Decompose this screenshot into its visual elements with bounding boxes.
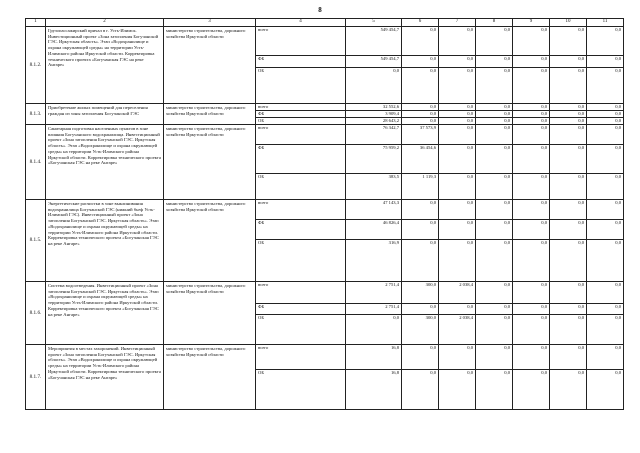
item-code: 8.1.2. bbox=[26, 27, 46, 104]
amount-cell: 0,0 bbox=[439, 111, 476, 118]
amount-cell: 0,0 bbox=[513, 174, 550, 200]
funding-source: ОБ bbox=[256, 315, 346, 345]
amount-cell: 0,0 bbox=[513, 220, 550, 240]
amount-cell: 0,0 bbox=[550, 304, 587, 315]
item-executor: министерство строительства, дорожного хозяйства Иркутской области bbox=[164, 125, 256, 200]
funding-source: ФБ bbox=[256, 304, 346, 315]
amount-cell: 3 909,4 bbox=[346, 111, 402, 118]
amount-cell: 0,0 bbox=[402, 118, 439, 125]
amount-cell: 16,8 bbox=[346, 345, 402, 370]
amount-cell: 47 143,3 bbox=[346, 200, 402, 220]
amount-cell: 0,0 bbox=[402, 56, 439, 68]
funding-source: ОБ bbox=[256, 118, 346, 125]
amount-cell: 32 552,6 bbox=[346, 104, 402, 111]
header-cell: 1 bbox=[26, 19, 46, 27]
amount-cell: 0,0 bbox=[550, 111, 587, 118]
amount-cell: 36 454,6 bbox=[402, 145, 439, 174]
amount-cell: 0,0 bbox=[587, 370, 624, 410]
amount-cell: 0,0 bbox=[346, 68, 402, 104]
amount-cell: 0,0 bbox=[587, 282, 624, 304]
amount-cell: 0,0 bbox=[476, 220, 513, 240]
amount-cell: 0,0 bbox=[550, 56, 587, 68]
amount-cell: 0,0 bbox=[402, 240, 439, 282]
header-cell: 4 bbox=[256, 19, 346, 27]
amount-cell: 2 751,4 bbox=[346, 304, 402, 315]
header-cell: 9 bbox=[513, 19, 550, 27]
amount-cell: 0,0 bbox=[439, 174, 476, 200]
amount-cell: 0,0 bbox=[439, 145, 476, 174]
amount-cell: 0,0 bbox=[513, 370, 550, 410]
table-row bbox=[26, 282, 624, 304]
amount-cell: 0,0 bbox=[513, 111, 550, 118]
amount-cell: 0,0 bbox=[550, 200, 587, 220]
amount-cell: 0,0 bbox=[587, 111, 624, 118]
amount-cell: 0,0 bbox=[439, 104, 476, 111]
amount-cell: 0,0 bbox=[550, 240, 587, 282]
program-table bbox=[25, 18, 624, 410]
amount-cell: 0,0 bbox=[476, 345, 513, 370]
amount-cell: 0,0 bbox=[513, 68, 550, 104]
amount-cell: 0,0 bbox=[476, 104, 513, 111]
amount-cell: 0,0 bbox=[476, 125, 513, 145]
funding-source: ОБ bbox=[256, 370, 346, 410]
amount-cell: 0,0 bbox=[513, 345, 550, 370]
amount-cell: 0,0 bbox=[476, 118, 513, 125]
page-number: 8 bbox=[318, 6, 322, 14]
item-description: Система водоотведения. Инвестиционный проект «Зона затопления Богучанской ГЭС. Иркутская область». Этап «Водохранилище и охрана окружающей среды» на территории Усть-Илимского района Иркутской области. Корректировка технического проекта «Богучанская ГЭС на реке Ангаре» bbox=[46, 282, 164, 345]
amount-cell: 0,0 bbox=[402, 111, 439, 118]
item-description: Санитарная подготовка населенных пунктов в зоне влияния Богучанского водохранилища. Инвестиционный проект «Зона затопления Богучанской ГЭС. Иркутская область». Этап «Водохранилище и охрана окружающей среды» на территории Усть-Илимского района Иркутской области. Корректировка технического проекта «Богучанская ГЭС на реке Ангаре» bbox=[46, 125, 164, 200]
amount-cell: 0,0 bbox=[550, 145, 587, 174]
amount-cell: 0,0 bbox=[476, 56, 513, 68]
amount-cell: 2 038,4 bbox=[439, 282, 476, 304]
funding-source: всего bbox=[256, 345, 346, 370]
item-description: Грузопассажирский причал в г. Усть-Илимск. Инвестиционный проект «Зона затопления Богучанской ГЭС. Иркутская область». Этап «Водохранилище и охрана окружающей среды» на территории Усть-Илимского района Иркутской области. Корректировка технического проекта «Богучанская ГЭС на реке Ангаре» bbox=[46, 27, 164, 104]
header-cell: 10 bbox=[550, 19, 587, 27]
item-description: Мероприятия в местах захоронений. Инвестиционный проект «Зона затопления Богучанской ГЭС. Иркутская область». Этап «Водохранилище и охрана окружающей среды» на территории Усть-Илимского района Иркутской области. Корректировка технического проекта «Богучанская ГЭС на реке Ангаре» bbox=[46, 345, 164, 410]
amount-cell: 37 573,9 bbox=[402, 125, 439, 145]
funding-source: всего bbox=[256, 200, 346, 220]
amount-cell: 0,0 bbox=[587, 240, 624, 282]
funding-source: всего bbox=[256, 125, 346, 145]
amount-cell: 0,0 bbox=[439, 240, 476, 282]
amount-cell: 1 119,3 bbox=[402, 174, 439, 200]
amount-cell: 0,0 bbox=[587, 304, 624, 315]
amount-cell: 0,0 bbox=[439, 125, 476, 145]
amount-cell: 0,0 bbox=[476, 200, 513, 220]
amount-cell: 0,0 bbox=[587, 315, 624, 345]
amount-cell: 0,0 bbox=[587, 345, 624, 370]
amount-cell: 0,0 bbox=[587, 220, 624, 240]
amount-cell: 0,0 bbox=[439, 304, 476, 315]
table-row bbox=[26, 27, 624, 56]
amount-cell: 0,0 bbox=[587, 118, 624, 125]
amount-cell: 0,0 bbox=[476, 370, 513, 410]
amount-cell: 0,0 bbox=[550, 370, 587, 410]
amount-cell: 0,0 bbox=[587, 200, 624, 220]
amount-cell: 0,0 bbox=[476, 304, 513, 315]
amount-cell: 0,0 bbox=[476, 282, 513, 304]
header-cell: 5 bbox=[346, 19, 402, 27]
amount-cell: 0,0 bbox=[402, 68, 439, 104]
amount-cell: 0,0 bbox=[439, 27, 476, 56]
item-code: 8.1.6. bbox=[26, 282, 46, 345]
amount-cell: 0,0 bbox=[587, 104, 624, 111]
item-executor: министерство строительства, дорожного хозяйства Иркутской области bbox=[164, 282, 256, 345]
funding-source: всего bbox=[256, 104, 346, 111]
item-code: 8.1.7. bbox=[26, 345, 46, 410]
amount-cell: 0,0 bbox=[550, 27, 587, 56]
amount-cell: 16,8 bbox=[346, 370, 402, 410]
amount-cell: 0,0 bbox=[439, 200, 476, 220]
amount-cell: 0,0 bbox=[513, 118, 550, 125]
amount-cell: 0,0 bbox=[439, 345, 476, 370]
header-cell: 11 bbox=[587, 19, 624, 27]
amount-cell: 0,0 bbox=[513, 104, 550, 111]
funding-source: ФБ bbox=[256, 56, 346, 68]
amount-cell: 0,0 bbox=[513, 282, 550, 304]
item-executor: министерство строительства, дорожного хозяйства Иркутской области bbox=[164, 104, 256, 125]
funding-source: ФБ bbox=[256, 220, 346, 240]
amount-cell: 0,0 bbox=[550, 125, 587, 145]
amount-cell: 76 342,7 bbox=[346, 125, 402, 145]
amount-cell: 0,0 bbox=[513, 27, 550, 56]
amount-cell: 0,0 bbox=[402, 370, 439, 410]
amount-cell: 0,0 bbox=[587, 125, 624, 145]
amount-cell: 0,0 bbox=[550, 282, 587, 304]
item-code: 8.1.3. bbox=[26, 104, 46, 125]
amount-cell: 0,0 bbox=[587, 68, 624, 104]
item-code: 8.1.4. bbox=[26, 125, 46, 200]
amount-cell: 0,0 bbox=[476, 315, 513, 345]
amount-cell: 0,0 bbox=[587, 56, 624, 68]
amount-cell: 383,5 bbox=[346, 174, 402, 200]
item-executor: министерство строительства, дорожного хозяйства Иркутской области bbox=[164, 27, 256, 104]
funding-source: ОБ bbox=[256, 174, 346, 200]
amount-cell: 0,0 bbox=[587, 27, 624, 56]
amount-cell: 0,0 bbox=[513, 56, 550, 68]
amount-cell: 0,0 bbox=[550, 174, 587, 200]
header-cell: 6 bbox=[402, 19, 439, 27]
funding-source: ФБ bbox=[256, 145, 346, 174]
funding-source: ОБ bbox=[256, 240, 346, 282]
amount-cell: 46 826,4 bbox=[346, 220, 402, 240]
header-cell: 7 bbox=[439, 19, 476, 27]
amount-cell: 0,0 bbox=[513, 304, 550, 315]
table-row bbox=[26, 345, 624, 370]
amount-cell: 0,0 bbox=[550, 68, 587, 104]
item-description: Энергетические расчистки в зоне выклинивания водохранилища Богучанской ГЭС (нижний бьеф Усть-Илимской ГЭС). Инвестиционный проект «Зона затопления Богучанской ГЭС. Иркутская область». Этап «Водохранилище и охрана окружающей среды» на территории Усть-Илимского района Иркутской области. Корректировка технического проекта «Богучанская ГЭС на реке Ангаре» bbox=[46, 200, 164, 282]
amount-cell: 0,0 bbox=[550, 104, 587, 111]
item-executor: министерство строительства, дорожного хозяйства Иркутской области bbox=[164, 200, 256, 282]
amount-cell: 28 643,2 bbox=[346, 118, 402, 125]
table-row bbox=[26, 104, 624, 111]
amount-cell: 0,0 bbox=[402, 104, 439, 111]
amount-cell: 0,0 bbox=[513, 315, 550, 345]
amount-cell: 0,0 bbox=[439, 220, 476, 240]
amount-cell: 0,0 bbox=[439, 370, 476, 410]
amount-cell: 549 454,7 bbox=[346, 56, 402, 68]
amount-cell: 0,0 bbox=[476, 240, 513, 282]
amount-cell: 300,0 bbox=[402, 282, 439, 304]
amount-cell: 0,0 bbox=[513, 200, 550, 220]
amount-cell: 0,0 bbox=[550, 315, 587, 345]
amount-cell: 0,0 bbox=[476, 174, 513, 200]
amount-cell: 0,0 bbox=[402, 304, 439, 315]
amount-cell: 0,0 bbox=[402, 220, 439, 240]
funding-source: ОБ bbox=[256, 68, 346, 104]
amount-cell: 316,9 bbox=[346, 240, 402, 282]
header-row bbox=[26, 19, 624, 27]
amount-cell: 0,0 bbox=[476, 27, 513, 56]
table-row bbox=[26, 125, 624, 145]
amount-cell: 0,0 bbox=[587, 145, 624, 174]
table-row bbox=[26, 200, 624, 220]
amount-cell: 0,0 bbox=[550, 345, 587, 370]
amount-cell: 0,0 bbox=[550, 118, 587, 125]
amount-cell: 0,0 bbox=[402, 345, 439, 370]
item-description: Приобретение жилых помещений для переселения граждан из зоны затопления Богучанской ГЭС bbox=[46, 104, 164, 125]
amount-cell: 0,0 bbox=[587, 174, 624, 200]
amount-cell: 0,0 bbox=[476, 68, 513, 104]
amount-cell: 0,0 bbox=[402, 27, 439, 56]
amount-cell: 0,0 bbox=[439, 56, 476, 68]
amount-cell: 0,0 bbox=[439, 68, 476, 104]
funding-source: ФБ bbox=[256, 111, 346, 118]
amount-cell: 0,0 bbox=[513, 240, 550, 282]
amount-cell: 0,0 bbox=[513, 125, 550, 145]
amount-cell: 0,0 bbox=[346, 315, 402, 345]
funding-source: всего bbox=[256, 282, 346, 304]
item-code: 8.1.5. bbox=[26, 200, 46, 282]
header-cell: 2 bbox=[46, 19, 164, 27]
amount-cell: 549 454,7 bbox=[346, 27, 402, 56]
amount-cell: 0,0 bbox=[550, 220, 587, 240]
amount-cell: 2 038,4 bbox=[439, 315, 476, 345]
amount-cell: 300,0 bbox=[402, 315, 439, 345]
funding-source: всего bbox=[256, 27, 346, 56]
amount-cell: 0,0 bbox=[402, 200, 439, 220]
amount-cell: 0,0 bbox=[476, 145, 513, 174]
amount-cell: 75 959,2 bbox=[346, 145, 402, 174]
item-executor: министерство строительства, дорожного хозяйства Иркутской области bbox=[164, 345, 256, 410]
amount-cell: 2 751,4 bbox=[346, 282, 402, 304]
amount-cell: 0,0 bbox=[439, 118, 476, 125]
header-cell: 8 bbox=[476, 19, 513, 27]
amount-cell: 0,0 bbox=[476, 111, 513, 118]
header-cell: 3 bbox=[164, 19, 256, 27]
amount-cell: 0,0 bbox=[513, 145, 550, 174]
